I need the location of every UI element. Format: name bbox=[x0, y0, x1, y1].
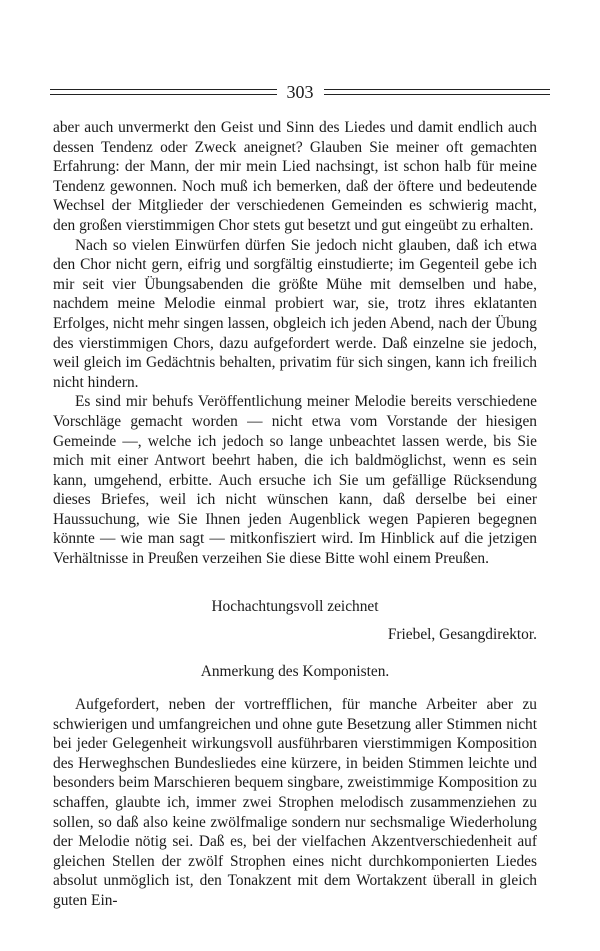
annotation-heading: Anmerkung des Komponisten. bbox=[200, 663, 390, 680]
letter-body bbox=[53, 118, 537, 569]
header-rule-right bbox=[324, 89, 551, 95]
annotation-body bbox=[53, 695, 537, 911]
header-rule-left bbox=[50, 89, 277, 95]
letter-signature-block bbox=[53, 625, 537, 645]
letter-paragraph-2: Nach so vielen Einwürfen dürfen Sie jedoch nicht glauben, daß ich etwa den Chor nicht gern, eifrig und sorgfältig einstudierte; im Gegenteil gebe ich mir seit vier Übungsabenden die größte Mühe mit demselben und habe, nachdem meine Melodie einmal probiert war, sie, trotz ihres eklatanten Erfolges, nicht mehr singen lassen, obgleich ich jeden Abend, nach der Übung des vierstimmigen Chors, dazu aufgefordert werde. Daß einzelne sie jedoch, weil gleich im Gedächtnis behalten, privatim für sich singen, kann ich freilich nicht hindern. bbox=[53, 236, 537, 391]
annotation-paragraph: Aufgefordert, neben der vortrefflichen, für manche Arbeiter aber zu schwierigen und umfangreichen und ohne gute Besetzung aller Stimmen nicht bei jeder Gelegenheit wirkungsvoll ausführbaren vierstimmigen Komposition des Herweghschen Bundesliedes eine kürzere, in beiden Stimmen leichte und besonders beim Marschieren bequem singbare, zweistimmige Komposition zu schaffen, glaubte ich, immer zwei Strophen melodisch zusammenziehen zu sollen, so daß also keine zwölfmalige sondern nur sechsmalige Wiederholung der Melodie nötig sei. Daß es, bei der vielfachen Akzentverschiedenheit auf gleichen Stellen der zwölf Strophen eines nicht durchkomponierten Liedes absolut unmöglich ist, den Tonakzent mit dem Wortakzent überall in gleich guten Ein- bbox=[53, 696, 537, 909]
letter-signature: Friebel, Gesangdirektor. bbox=[387, 626, 537, 643]
letter-paragraph-3: Es sind mir behufs Veröffentlichung meiner Melodie bereits verschiedene Vorschläge gemacht worden — nicht etwa vom Vorstande der hiesigen Gemeinde —, welche ich jedoch so lange unbeachtet lassen werde, bis Sie mich mit einer Antwort beehrt haben, die ich baldmöglichst, wenn es sein kann, umgehend, erbitte. Auch ersuche ich Sie um gefällige Rücksendung dieses Briefes, weil ich nicht wünschen kann, daß derselbe bei einer Haussuchung, wie Sie Ihnen jeden Augenblick wegen Papieren begegnen könnte — wie man sagt — mitkonfisziert wird. Im Hinblick auf die jetzigen Verhältnisse in Preußen verzeihen Sie diese Bitte wohl einem Preußen. bbox=[53, 393, 537, 568]
annotation-heading-block bbox=[53, 662, 537, 682]
page-number: 303 bbox=[286, 81, 314, 102]
letter-closing-block bbox=[53, 597, 537, 617]
letter-closing: Hochachtungsvoll zeichnet bbox=[211, 598, 379, 615]
page-header bbox=[50, 80, 550, 104]
letter-paragraph-1: aber auch unvermerkt den Geist und Sinn des Liedes und damit endlich auch dessen Tendenz oder Zweck aneignet? Glauben Sie meiner oft gemachten Erfahrung: der Mann, der mir mein Lied nachsingt, ist schon halb für meine Tendenz gewonnen. Noch muß ich bemerken, daß der öftere und bedeutende Wechsel der Mitglieder der verschiedenen Gemeinden es schwierig macht, den großen vierstimmigen Chor stets gut besetzt und gut eingeübt zu erhalten. bbox=[53, 119, 537, 234]
